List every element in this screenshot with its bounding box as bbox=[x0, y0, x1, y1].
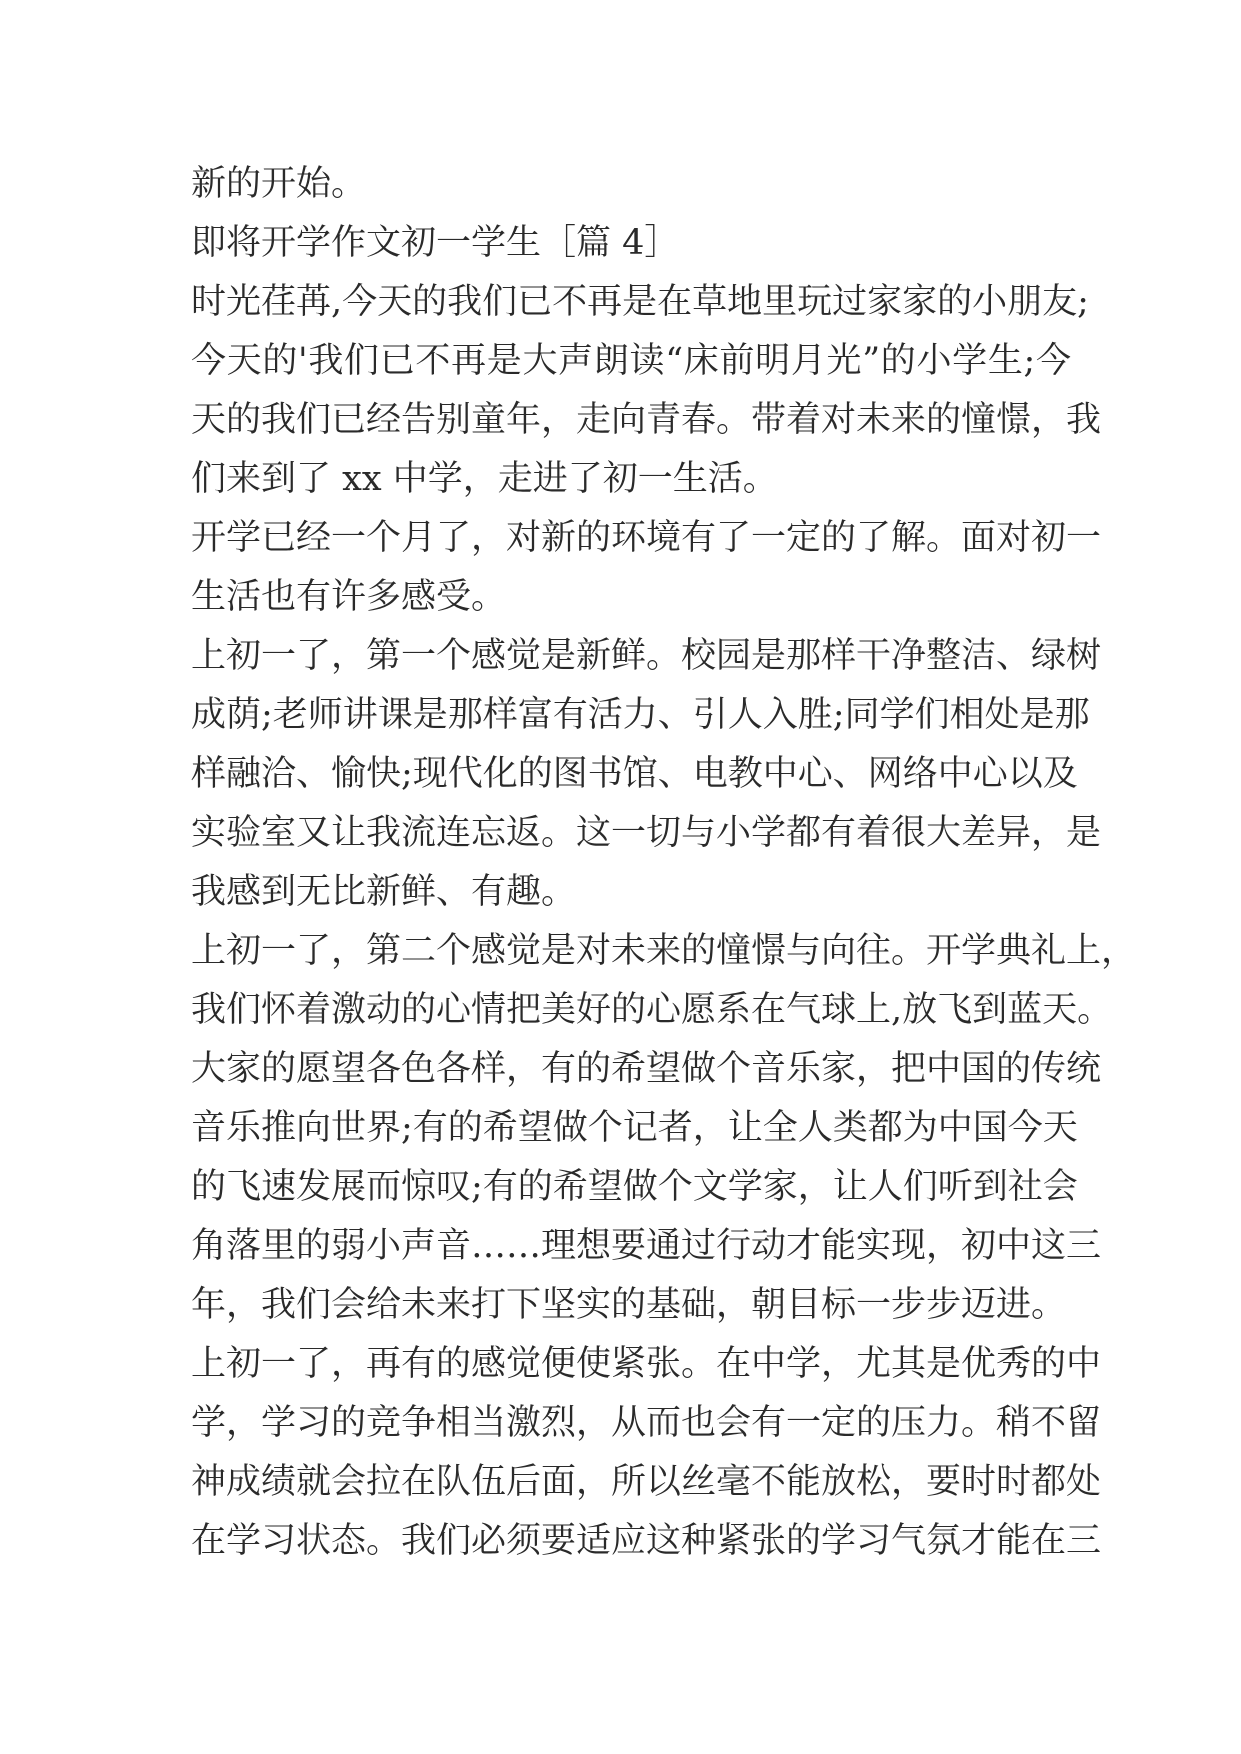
text-line: 在学习状态。我们必须要适应这种紧张的学习气氛才能在三 bbox=[191, 1521, 1102, 1561]
text-line: 神成绩就会拉在队伍后面，所以丝毫不能放松，要时时都处 bbox=[191, 1462, 1102, 1502]
text-line: 我感到无比新鲜、有趣。 bbox=[191, 872, 577, 912]
text-line: 开学已经一个月了，对新的环境有了一定的了解。面对初一 bbox=[191, 518, 1102, 558]
text-line: 年，我们会给未来打下坚实的基础，朝目标一步步迈进。 bbox=[191, 1285, 1067, 1325]
text-line: 音乐推向世界;有的希望做个记者，让全人类都为中国今天 bbox=[191, 1108, 1078, 1148]
text-line: 上初一了，第二个感觉是对未来的憧憬与向往。开学典礼上， bbox=[191, 931, 1137, 971]
text-line: 成荫;老师讲课是那样富有活力、引人入胜;同学们相处是那 bbox=[191, 695, 1090, 735]
text-line: 实验室又让我流连忘返。这一切与小学都有着很大差异，是 bbox=[191, 813, 1102, 853]
text-line: 时光荏苒,今天的我们已不再是在草地里玩过家家的小朋友; bbox=[191, 282, 1089, 322]
text-line: 们来到了 xx 中学，走进了初一生活。 bbox=[191, 459, 778, 499]
text-line: 角落里的弱小声音……理想要通过行动才能实现，初中这三 bbox=[191, 1226, 1102, 1266]
text-line: 上初一了，第一个感觉是新鲜。校园是那样干净整洁、绿树 bbox=[191, 636, 1102, 676]
text-line: 样融洽、愉快;现代化的图书馆、电教中心、网络中心以及 bbox=[191, 754, 1078, 794]
section-heading: 即将开学作文初一学生［篇 4］ bbox=[191, 223, 680, 263]
text-line: 的飞速发展而惊叹;有的希望做个文学家，让人们听到社会 bbox=[191, 1167, 1078, 1207]
text-line: 生活也有许多感受。 bbox=[191, 577, 507, 617]
text-line: 上初一了，再有的感觉便使紧张。在中学，尤其是优秀的中 bbox=[191, 1344, 1102, 1384]
text-line: 天的我们已经告别童年，走向青春。带着对未来的憧憬，我 bbox=[191, 400, 1102, 440]
text-line: 大家的愿望各色各样，有的希望做个音乐家，把中国的传统 bbox=[191, 1049, 1102, 1089]
text-line: 今天的'我们已不再是大声朗读“床前明月光”的小学生;今 bbox=[191, 341, 1071, 381]
text-line: 我们怀着激动的心情把美好的心愿系在气球上,放飞到蓝天。 bbox=[191, 990, 1113, 1030]
text-line: 学，学习的竞争相当激烈，从而也会有一定的压力。稍不留 bbox=[191, 1403, 1102, 1443]
text-line: 新的开始。 bbox=[191, 164, 367, 204]
